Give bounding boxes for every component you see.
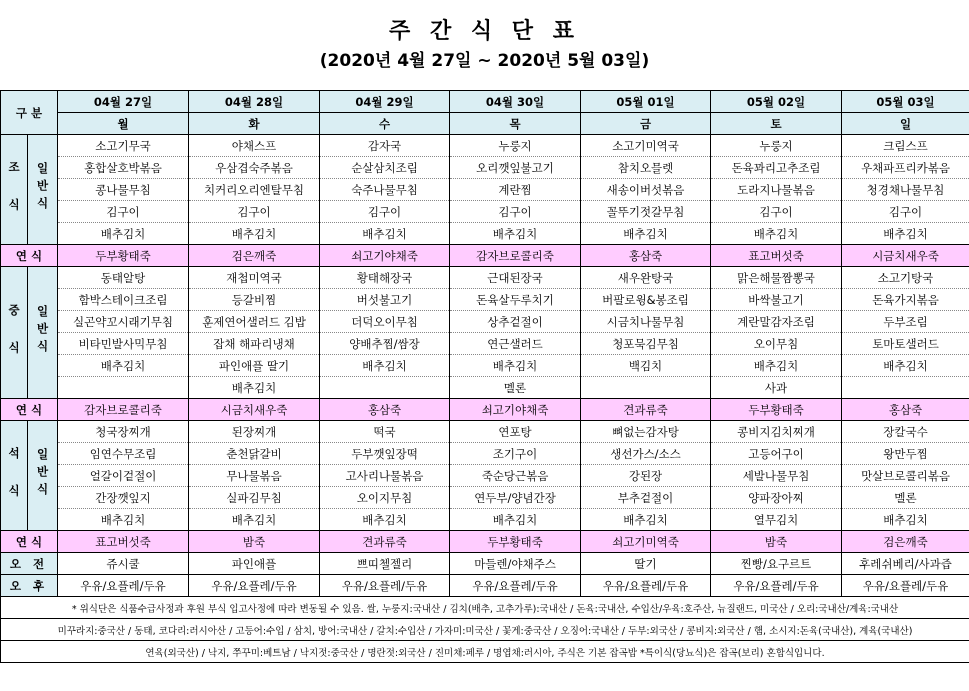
- snack-item: 파인애플: [189, 553, 320, 575]
- menu-item: 간장깻잎지: [58, 487, 189, 509]
- breakfast-row: [1, 201, 969, 223]
- snack-item: 쁘띠첼젤리: [320, 553, 450, 575]
- menu-item: 파인애플 딸기: [189, 355, 320, 377]
- menu-item: 배추김치: [450, 223, 581, 245]
- menu-item: 무나물볶음: [189, 465, 320, 487]
- menu-item: 맛살브로콜리볶음: [842, 465, 969, 487]
- menu-item: 오리깻잎불고기: [450, 157, 581, 179]
- dinner-row: [1, 465, 969, 487]
- snack-am-label: 오 전: [1, 553, 58, 575]
- soft-menu-item: 쇠고기야채죽: [320, 245, 450, 267]
- soft-menu-item: 홍삼죽: [320, 399, 450, 421]
- menu-item: 계란말감자조림: [711, 311, 842, 333]
- menu-item: 두부깻잎장떡: [320, 443, 450, 465]
- menu-item: 오이무침: [711, 333, 842, 355]
- lunch-label-text: 중 식: [7, 303, 21, 359]
- menu-item: 배추김치: [842, 355, 969, 377]
- soft-menu-item: 밤죽: [711, 531, 842, 553]
- menu-item: 상추겉절이: [450, 311, 581, 333]
- menu-item: 강된장: [581, 465, 711, 487]
- weekday-header: 목: [450, 113, 581, 135]
- menu-item: 청포묵김무침: [581, 333, 711, 355]
- menu-item: 배추김치: [320, 509, 450, 531]
- menu-item: 배추김치: [58, 509, 189, 531]
- menu-item: 배추김치: [711, 223, 842, 245]
- menu-item: 치커리오리엔탈무침: [189, 179, 320, 201]
- menu-item: 양파장아찌: [711, 487, 842, 509]
- menu-item: [320, 377, 450, 399]
- menu-item: 바싹불고기: [711, 289, 842, 311]
- lunch-row: [1, 267, 969, 289]
- soft-menu-item: 견과류죽: [320, 531, 450, 553]
- lunch-sublabel: [28, 267, 58, 399]
- menu-item: 우삼겹숙주볶음: [189, 157, 320, 179]
- menu-item: 더덕오이무침: [320, 311, 450, 333]
- dinner-sublabel-text: 일반식: [35, 447, 50, 501]
- menu-item: 도라지나물볶음: [711, 179, 842, 201]
- date-header: 04월 27일: [58, 91, 189, 113]
- weekly-menu-table: [0, 90, 969, 663]
- lunch-row: [1, 377, 969, 399]
- soft-menu-item: 표고버섯죽: [58, 531, 189, 553]
- menu-item: 연포탕: [450, 421, 581, 443]
- menu-item: 함박스테이크조림: [58, 289, 189, 311]
- soft-menu-item: 검은깨죽: [189, 245, 320, 267]
- soft-menu-item: 쇠고기야채죽: [450, 399, 581, 421]
- menu-item: 시금치나물무침: [581, 311, 711, 333]
- dinner-row: [1, 487, 969, 509]
- breakfast-sublabel-text: 일반식: [35, 161, 50, 215]
- menu-item: 등갈비찜: [189, 289, 320, 311]
- date-header: 04월 30일: [450, 91, 581, 113]
- soft-menu-item: 표고버섯죽: [711, 245, 842, 267]
- menu-item: 야채스프: [189, 135, 320, 157]
- menu-item: 김구이: [711, 201, 842, 223]
- soft-menu-item: 쇠고기미역죽: [581, 531, 711, 553]
- weekday-header: 금: [581, 113, 711, 135]
- menu-item: 계란찜: [450, 179, 581, 201]
- breakfast-label-text: 조 식: [7, 160, 21, 216]
- soft-menu-item: 견과류죽: [581, 399, 711, 421]
- soft-menu-item: 홍삼죽: [842, 399, 969, 421]
- menu-item: 생선가스/소스: [581, 443, 711, 465]
- date-header: 04월 28일: [189, 91, 320, 113]
- snack-item: 찐빵/요구르트: [711, 553, 842, 575]
- menu-item: 김구이: [58, 201, 189, 223]
- snack-pm-label: 오 후: [1, 575, 58, 597]
- menu-item: 참치오믈렛: [581, 157, 711, 179]
- dinner-row: [1, 421, 969, 443]
- snack-item: 우유/요플레/두유: [450, 575, 581, 597]
- menu-item: 김구이: [450, 201, 581, 223]
- menu-item: 배추김치: [711, 355, 842, 377]
- menu-item: 누룽지: [711, 135, 842, 157]
- menu-item: 떡국: [320, 421, 450, 443]
- menu-item: 소고기무국: [58, 135, 189, 157]
- dinner-soft-label: 연 식: [1, 531, 58, 553]
- breakfast-soft-label: 연 식: [1, 245, 58, 267]
- snack-item: 우유/요플레/두유: [581, 575, 711, 597]
- menu-item: 배추김치: [189, 509, 320, 531]
- menu-item: 순살삼치조림: [320, 157, 450, 179]
- menu-item: 배추김치: [320, 223, 450, 245]
- menu-item: 돈육꽈리고추조림: [711, 157, 842, 179]
- soft-menu-item: 감자브로콜리죽: [58, 399, 189, 421]
- menu-item: 양배추찜/쌈장: [320, 333, 450, 355]
- menu-item: 꼴뚜기젓갈무침: [581, 201, 711, 223]
- snack-item: 쥬시쿨: [58, 553, 189, 575]
- menu-item: 배추김치: [320, 355, 450, 377]
- menu-item: 춘천닭갈비: [189, 443, 320, 465]
- menu-item: 우채파프리카볶음: [842, 157, 969, 179]
- note-row: [1, 641, 969, 663]
- lunch-row: [1, 333, 969, 355]
- menu-item: 세발나물무침: [711, 465, 842, 487]
- menu-item: 김구이: [320, 201, 450, 223]
- snack-item: 우유/요플레/두유: [189, 575, 320, 597]
- menu-item: 소고기미역국: [581, 135, 711, 157]
- menu-item: 멜론: [450, 377, 581, 399]
- snack-item: 마들렌/야채주스: [450, 553, 581, 575]
- menu-item: 청국장찌개: [58, 421, 189, 443]
- menu-item: 실곤약꼬시래기무침: [58, 311, 189, 333]
- menu-item: 토마토샐러드: [842, 333, 969, 355]
- origin-note: * 위식단은 식품수급사정과 후원 부식 입고사정에 따라 변동될 수 있음. 쌀, 누룽지:국내산 / 김치(배추, 고추가루):국내산 / 돈육:국내산, 수입산/우육:호주산, 뉴질랜드, 미국산 / 오리:국내산/계육:국내산: [1, 597, 969, 619]
- snack-item: 우유/요플레/두유: [58, 575, 189, 597]
- breakfast-row: [1, 135, 969, 157]
- date-header: 05월 02일: [711, 91, 842, 113]
- soft-menu-item: 두부황태죽: [450, 531, 581, 553]
- menu-item: 배추김치: [58, 223, 189, 245]
- menu-item: [581, 377, 711, 399]
- weekday-header: 화: [189, 113, 320, 135]
- weekday-header: 월: [58, 113, 189, 135]
- lunch-label: [1, 267, 28, 399]
- menu-item: 근대된장국: [450, 267, 581, 289]
- date-header: 05월 01일: [581, 91, 711, 113]
- menu-item: 재첩미역국: [189, 267, 320, 289]
- dinner-label: [1, 421, 28, 531]
- menu-item: 청경채나물무침: [842, 179, 969, 201]
- menu-item: 배추김치: [189, 223, 320, 245]
- dinner-soft-row: [1, 531, 969, 553]
- menu-item: 크림스프: [842, 135, 969, 157]
- snack-item: 우유/요플레/두유: [711, 575, 842, 597]
- menu-item: 잡채 해파리냉채: [189, 333, 320, 355]
- menu-item: 임연수무조림: [58, 443, 189, 465]
- menu-item: 뼈없는감자탕: [581, 421, 711, 443]
- breakfast-row: [1, 179, 969, 201]
- menu-item: 열무김치: [711, 509, 842, 531]
- menu-item: 백김치: [581, 355, 711, 377]
- snack-pm-row: [1, 575, 969, 597]
- menu-item: 홍합살호박볶음: [58, 157, 189, 179]
- soft-menu-item: 검은깨죽: [842, 531, 969, 553]
- origin-note: 미꾸라지:중국산 / 동태, 코다리:러시아산 / 고등어:수입 / 삼치, 방어:국내산 / 갈치:수입산 / 가자미:미국산 / 꽃게:중국산 / 오징어:국내산 / 두부:외국산 / 콩비지:외국산 / 햄, 소시지:돈육(국내산), 계육(국내산): [1, 619, 969, 641]
- menu-item: 맑은해물짬뽕국: [711, 267, 842, 289]
- breakfast-soft-row: [1, 245, 969, 267]
- date-header: 05월 03일: [842, 91, 969, 113]
- lunch-sublabel-text: 일반식: [35, 304, 50, 358]
- breakfast-sublabel: [28, 135, 58, 245]
- menu-item: 새송이버섯볶음: [581, 179, 711, 201]
- menu-item: 숙주나물무침: [320, 179, 450, 201]
- menu-item: 돈육가지볶음: [842, 289, 969, 311]
- soft-menu-item: 두부황태죽: [58, 245, 189, 267]
- dinner-sublabel: [28, 421, 58, 531]
- menu-item: 감자국: [320, 135, 450, 157]
- breakfast-row: [1, 223, 969, 245]
- menu-item: 죽순당근볶음: [450, 465, 581, 487]
- snack-item: 우유/요플레/두유: [842, 575, 969, 597]
- soft-menu-item: 홍삼죽: [581, 245, 711, 267]
- menu-item: 조기구이: [450, 443, 581, 465]
- menu-item: 비타민발사믹무침: [58, 333, 189, 355]
- menu-item: 돈육살두루치기: [450, 289, 581, 311]
- breakfast-label: [1, 135, 28, 245]
- dinner-row: [1, 509, 969, 531]
- dinner-row: [1, 443, 969, 465]
- menu-item: 배추김치: [581, 509, 711, 531]
- header-dates-row: [1, 91, 969, 113]
- soft-menu-item: 감자브로콜리죽: [450, 245, 581, 267]
- menu-item: 연근샐러드: [450, 333, 581, 355]
- menu-item: 동태알탕: [58, 267, 189, 289]
- menu-item: 멜론: [842, 487, 969, 509]
- note-row: [1, 619, 969, 641]
- menu-item: 왕만두찜: [842, 443, 969, 465]
- soft-menu-item: 시금치새우죽: [189, 399, 320, 421]
- menu-item: 고등어구이: [711, 443, 842, 465]
- menu-item: 훈제연어샐러드 김밥: [189, 311, 320, 333]
- date-header: 04월 29일: [320, 91, 450, 113]
- menu-item: 사과: [711, 377, 842, 399]
- menu-item: 장칼국수: [842, 421, 969, 443]
- section-header-label: 구 분: [1, 91, 58, 135]
- snack-item: 후레쉬베리/사과즙: [842, 553, 969, 575]
- menu-item: 버팔로윙&봉조림: [581, 289, 711, 311]
- origin-note: 연육(외국산) / 낙지, 쭈꾸미:베트남 / 낙지젓:중국산 / 명란젓:외국산 / 진미채:페루 / 명엽채:러시아, 주식은 기본 잡곡밥 *특이식(당뇨식)은 잡곡(보리) 혼합식입니다.: [1, 641, 969, 663]
- snack-item: 우유/요플레/두유: [320, 575, 450, 597]
- weekday-header: 수: [320, 113, 450, 135]
- lunch-row: [1, 311, 969, 333]
- menu-item: 배추김치: [581, 223, 711, 245]
- soft-menu-item: 두부황태죽: [711, 399, 842, 421]
- menu-item: 두부조림: [842, 311, 969, 333]
- menu-item: 배추김치: [842, 509, 969, 531]
- dinner-label-text: 석 식: [7, 446, 21, 502]
- menu-item: 연두부/양념간장: [450, 487, 581, 509]
- weekday-header: 일: [842, 113, 969, 135]
- snack-am-row: [1, 553, 969, 575]
- menu-item: 실파김무침: [189, 487, 320, 509]
- lunch-soft-row: [1, 399, 969, 421]
- lunch-row: [1, 289, 969, 311]
- menu-item: [842, 377, 969, 399]
- weekday-header: 토: [711, 113, 842, 135]
- menu-item: 배추김치: [189, 377, 320, 399]
- menu-item: [58, 377, 189, 399]
- menu-item: 새우완탕국: [581, 267, 711, 289]
- snack-item: 딸기: [581, 553, 711, 575]
- menu-item: 배추김치: [450, 509, 581, 531]
- menu-item: 얼갈이겉절이: [58, 465, 189, 487]
- menu-item: 고사리나물볶음: [320, 465, 450, 487]
- note-row: [1, 597, 969, 619]
- menu-item: 배추김치: [842, 223, 969, 245]
- menu-item: 버섯불고기: [320, 289, 450, 311]
- menu-item: 배추김치: [58, 355, 189, 377]
- menu-item: 오이지무침: [320, 487, 450, 509]
- date-range: (2020년 4월 27일 ~ 2020년 5월 03일): [319, 51, 650, 71]
- menu-item: 황태해장국: [320, 267, 450, 289]
- breakfast-row: [1, 157, 969, 179]
- soft-menu-item: 밤죽: [189, 531, 320, 553]
- lunch-soft-label: 연 식: [1, 399, 58, 421]
- menu-item: 콩비지김치찌개: [711, 421, 842, 443]
- menu-item: 김구이: [842, 201, 969, 223]
- menu-item: 소고기탕국: [842, 267, 969, 289]
- menu-item: 김구이: [189, 201, 320, 223]
- menu-item: 누룽지: [450, 135, 581, 157]
- lunch-row: [1, 355, 969, 377]
- menu-item: 부추겉절이: [581, 487, 711, 509]
- menu-item: 배추김치: [450, 355, 581, 377]
- page-title: 주 간 식 단 표: [389, 19, 580, 44]
- menu-item: 콩나물무침: [58, 179, 189, 201]
- soft-menu-item: 시금치새우죽: [842, 245, 969, 267]
- menu-item: 된장찌개: [189, 421, 320, 443]
- header-weekdays-row: [1, 113, 969, 135]
